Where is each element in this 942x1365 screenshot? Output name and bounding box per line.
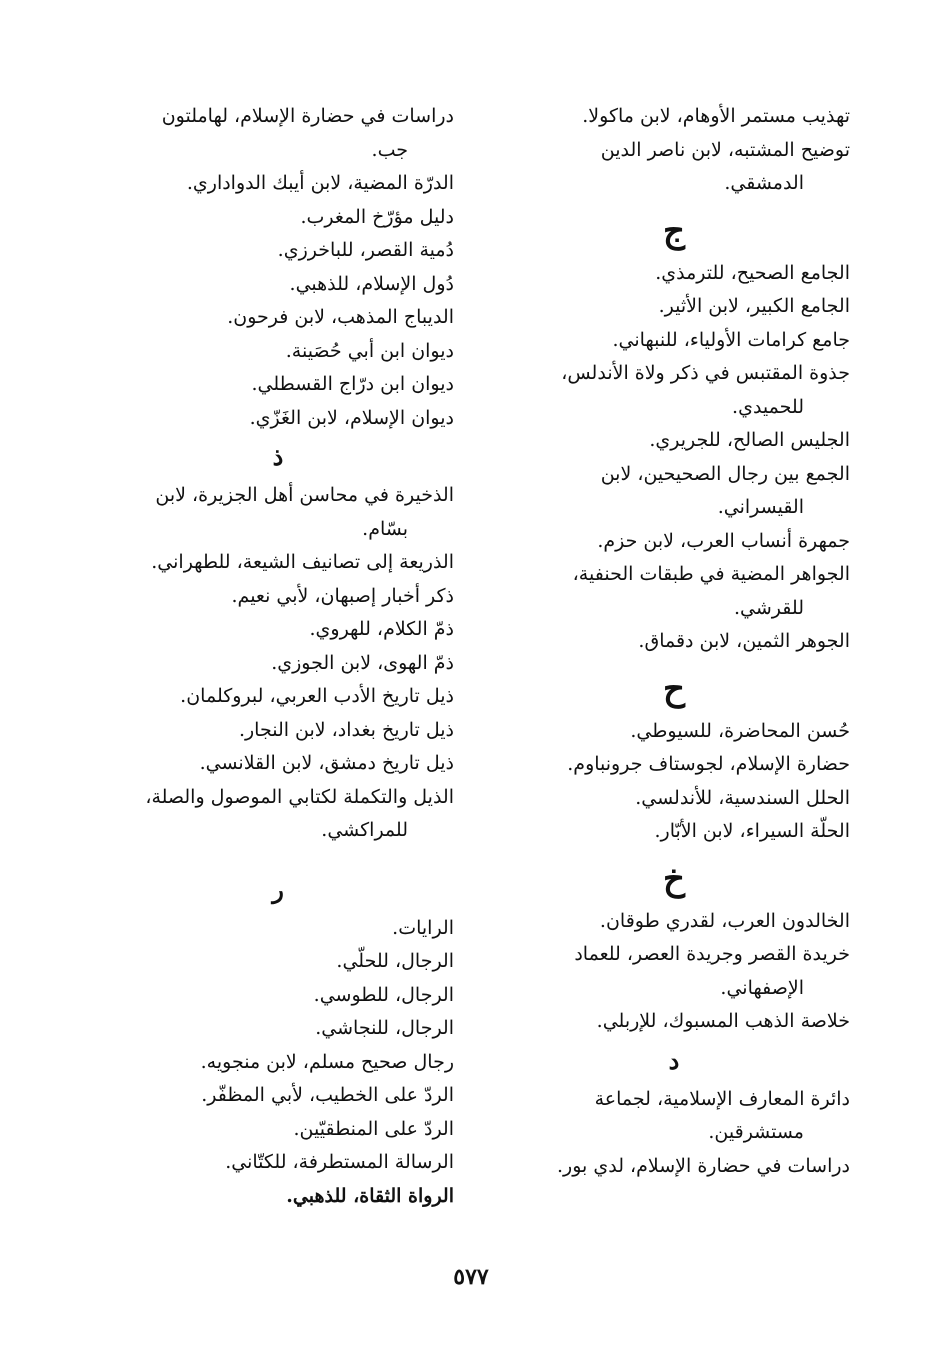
- entry: الجليس الصالح، للجريري.: [649, 429, 850, 451]
- entry: ديوان ابن أبي حُصَينة.: [285, 339, 454, 362]
- entry: الخالدون العرب، لقدري طوقان.: [599, 909, 850, 932]
- entry: دُول الإسلام، للذهبي.: [289, 272, 454, 295]
- entry: الجوهر الثمين، لابن دقماق.: [638, 630, 850, 652]
- entry: الذيل والتكملة لكتابي الموصول والصلة، للمراكشي.: [145, 785, 454, 841]
- entry: الديباج المذهب، لابن فرحون.: [227, 306, 454, 328]
- entry: ديوان ابن درّاج القسطلي.: [251, 373, 454, 395]
- entry: الجمع بين رجال الصحيحين، لابن القيسراني.: [600, 462, 850, 518]
- entry: الحلل السندسية، للأندلسي.: [635, 786, 850, 809]
- entry: ذمّ الهوى، لابن الجوزي.: [271, 651, 454, 674]
- entry: دُمية القصر، للباخرزي.: [277, 239, 454, 261]
- section-letter-kha: خ: [663, 858, 685, 899]
- entry: الذريعة إلى تصانيف الشيعة، للطهراني.: [151, 551, 454, 573]
- entry: الرواة الثقاة، للذهبي.: [286, 1184, 454, 1207]
- entry: ذيل تاريخ الأدب العربي، لبروكلمان.: [180, 685, 454, 707]
- entry: ذيل تاريخ دمشق، لابن القلانسي.: [199, 752, 454, 774]
- entry: الرجال، للطوسي.: [313, 983, 454, 1006]
- entry: تهذيب مستمر الأوهام، لابن ماكولا.: [582, 105, 850, 127]
- entry: الردّ على الخطيب، لأبي المظفّر.: [201, 1084, 454, 1106]
- section-letter-dal: د: [668, 1045, 680, 1075]
- entry: حضارة الإسلام، لجوستاف جرونباوم.: [567, 753, 850, 775]
- entry: الجامع الكبير، لابن الأثير.: [658, 295, 850, 317]
- section-letter-jim: ج: [663, 210, 685, 251]
- entry: الحلّة السيراء، لابن الأبّار.: [654, 820, 850, 842]
- entry: الردّ على المنطقيّين.: [293, 1117, 454, 1140]
- entry: ذكر أخبار إصبهان، لأبي نعيم.: [231, 584, 454, 607]
- entry: حُسن المحاضرة، للسيوطي.: [630, 719, 850, 742]
- entry: رجال صحيح مسلم، لابن منجويه.: [200, 1050, 454, 1073]
- entry: ذمّ الكلام، للهروي.: [309, 618, 454, 640]
- section-letter-ha: ح: [663, 668, 685, 709]
- entry: جامع كرامات الأولياء، للنبهاني.: [612, 328, 850, 351]
- entry: الجواهر المضية في طبقات الحنفية، للقرشي.: [572, 563, 850, 619]
- entry: الرايات.: [392, 916, 454, 939]
- entry: الدرّة المضية، لابن أيبك الدواداري.: [186, 172, 454, 194]
- section-letter-dhal: ذ: [272, 442, 284, 471]
- entry: دراسات في حضارة الإسلام، لدي بور.: [557, 1154, 850, 1177]
- entry: جمهرة أنساب العرب، لابن حزم.: [597, 529, 850, 552]
- entry: الرجال، للحلّي.: [336, 950, 454, 972]
- entry: خلاصة الذهب المسبوك، للإربلي.: [596, 1010, 850, 1032]
- page-number: ٥٧٧: [453, 1264, 489, 1290]
- left-column: [102, 100, 454, 1213]
- right-column: [498, 100, 850, 1183]
- entry: خريدة القصر وجريدة العصر، للعماد الإصفهاني.: [574, 943, 850, 999]
- entry: ذيل تاريخ بغداد، لابن النجار.: [238, 718, 454, 741]
- entry: الرسالة المستطرفة، للكتّاني.: [225, 1151, 454, 1173]
- section-letter-ra: ر: [272, 874, 284, 904]
- entry: ديوان الإسلام، لابن الغَزّي.: [249, 406, 454, 429]
- entry: دائرة المعارف الإسلامية، لجماعة مستشرقين.: [594, 1087, 850, 1143]
- entry: جذوة المقتبس في ذكر ولاة الأندلس، للحميدي.: [561, 362, 850, 418]
- entry: دليل مؤرّخ المغرب.: [300, 205, 454, 228]
- entry: الرجال، للنجاشي.: [315, 1017, 454, 1039]
- entry: دراسات في حضارة الإسلام، لهاملتون جب.: [161, 105, 454, 161]
- entry: الذخيرة في محاسن أهل الجزيرة، لابن بسّام.: [155, 484, 454, 540]
- entry: الجامع الصحيح، للترمذي.: [655, 261, 850, 284]
- entry: توضيح المشتبه، لابن ناصر الدين الدمشقي.: [600, 138, 850, 194]
